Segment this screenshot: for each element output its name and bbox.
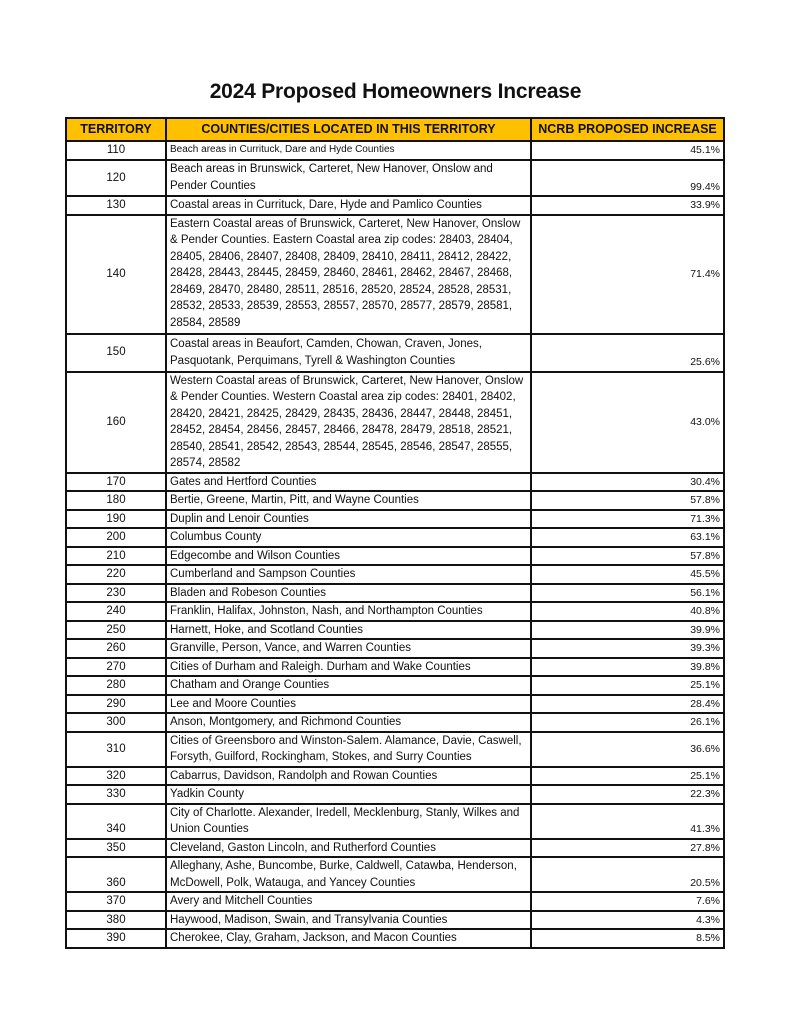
increase-cell: 25.1% [531, 676, 724, 695]
header-increase: NCRB PROPOSED INCREASE [531, 118, 724, 141]
header-territory: TERRITORY [66, 118, 166, 141]
description-cell: Duplin and Lenoir Counties [166, 510, 531, 529]
territory-cell: 330 [66, 785, 166, 804]
territory-cell: 160 [66, 372, 166, 473]
increase-cell: 63.1% [531, 528, 724, 547]
description-cell: Avery and Mitchell Counties [166, 892, 531, 911]
header-counties: COUNTIES/CITIES LOCATED IN THIS TERRITORY [166, 118, 531, 141]
territory-cell: 180 [66, 491, 166, 510]
table-row [66, 196, 724, 215]
increase-cell: 20.5% [531, 857, 724, 892]
territory-cell: 120 [66, 160, 166, 196]
territory-cell: 170 [66, 473, 166, 492]
increase-cell: 43.0% [531, 372, 724, 473]
territory-cell: 140 [66, 215, 166, 334]
increase-cell: 25.1% [531, 767, 724, 786]
territory-cell: 230 [66, 584, 166, 603]
territory-cell: 350 [66, 839, 166, 858]
table-row [66, 528, 724, 547]
increase-cell: 71.4% [531, 215, 724, 334]
increase-cell: 25.6% [531, 334, 724, 372]
territory-cell: 220 [66, 565, 166, 584]
table-row [66, 372, 724, 473]
table-row [66, 767, 724, 786]
description-cell: Cumberland and Sampson Counties [166, 565, 531, 584]
description-cell: Cherokee, Clay, Graham, Jackson, and Macon Counties [166, 929, 531, 948]
description-cell: Yadkin County [166, 785, 531, 804]
description-cell: Eastern Coastal areas of Brunswick, Carteret, New Hanover, Onslow & Pender Counties. Eastern Coastal area zip codes: 28403, 28404, 28405, 28406, 28407, 28408, 28409, 28410, 28411, 28412, 28422, 28428, 28443, 28445, 28459, 28460, 28461, 28462, 28467, 28468, 28469, 28470, 28480, 28511, 28516, 28520, 28524, 28528, 28531, 28532, 28533, 28539, 28553, 28557, 28570, 28577, 28579, 28581, 28584, 28589 [166, 215, 531, 334]
increase-cell: 7.6% [531, 892, 724, 911]
description-cell: Cities of Durham and Raleigh. Durham and Wake Counties [166, 658, 531, 677]
description-cell: Haywood, Madison, Swain, and Transylvania Counties [166, 911, 531, 930]
territory-cell: 240 [66, 602, 166, 621]
description-cell: Western Coastal areas of Brunswick, Carteret, New Hanover, Onslow & Pender Counties. Western Coastal area zip codes: 28401, 28402, 28420, 28421, 28425, 28429, 28435, 28436, 28447, 28448, 28451, 28452, 28454, 28456, 28457, 28466, 28478, 28479, 28518, 28521, 28540, 28541, 28542, 28543, 28544, 28545, 28546, 28547, 28555, 28574, 28582 [166, 372, 531, 473]
territory-cell: 210 [66, 547, 166, 566]
description-cell: Cleveland, Gaston Lincoln, and Rutherford Counties [166, 839, 531, 858]
description-cell: Coastal areas in Beaufort, Camden, Chowan, Craven, Jones, Pasquotank, Perquimans, Tyrell & Washington Counties [166, 334, 531, 372]
increase-cell: 30.4% [531, 473, 724, 492]
table-row [66, 929, 724, 948]
table-row [66, 639, 724, 658]
table-row [66, 857, 724, 892]
increase-cell: 40.8% [531, 602, 724, 621]
increase-cell: 33.9% [531, 196, 724, 215]
increase-cell: 28.4% [531, 695, 724, 714]
territory-cell: 280 [66, 676, 166, 695]
description-cell: Coastal areas in Currituck, Dare, Hyde and Pamlico Counties [166, 196, 531, 215]
description-cell: Harnett, Hoke, and Scotland Counties [166, 621, 531, 640]
territory-cell: 390 [66, 929, 166, 948]
increase-cell: 57.8% [531, 547, 724, 566]
table-row [66, 215, 724, 334]
table-row [66, 911, 724, 930]
table-row [66, 510, 724, 529]
increase-cell: 8.5% [531, 929, 724, 948]
description-cell: Bladen and Robeson Counties [166, 584, 531, 603]
page-title: 2024 Proposed Homeowners Increase [209, 80, 582, 103]
territory-cell: 300 [66, 713, 166, 732]
table-row [66, 713, 724, 732]
description-cell: Gates and Hertford Counties [166, 473, 531, 492]
increase-cell: 41.3% [531, 804, 724, 839]
increase-cell: 56.1% [531, 584, 724, 603]
increase-cell: 22.3% [531, 785, 724, 804]
description-cell: Cities of Greensboro and Winston-Salem. Alamance, Davie, Caswell, Forsyth, Guilford, Rockingham, Stokes, and Surry Counties [166, 732, 531, 767]
territory-cell: 340 [66, 804, 166, 839]
description-cell: Granville, Person, Vance, and Warren Counties [166, 639, 531, 658]
table-row [66, 565, 724, 584]
territory-cell: 260 [66, 639, 166, 658]
description-cell: Edgecombe and Wilson Counties [166, 547, 531, 566]
table-row [66, 621, 724, 640]
description-cell: Bertie, Greene, Martin, Pitt, and Wayne Counties [166, 491, 531, 510]
territory-cell: 150 [66, 334, 166, 372]
description-cell: Alleghany, Ashe, Buncombe, Burke, Caldwell, Catawba, Henderson, McDowell, Polk, Watauga, and Yancey Counties [166, 857, 531, 892]
territory-cell: 130 [66, 196, 166, 215]
territory-cell: 320 [66, 767, 166, 786]
table-header-row [66, 118, 724, 141]
territory-cell: 290 [66, 695, 166, 714]
increase-cell: 27.8% [531, 839, 724, 858]
description-cell: Cabarrus, Davidson, Randolph and Rowan Counties [166, 767, 531, 786]
territory-cell: 310 [66, 732, 166, 767]
increase-cell: 45.5% [531, 565, 724, 584]
table-row [66, 491, 724, 510]
territory-cell: 370 [66, 892, 166, 911]
territory-cell: 360 [66, 857, 166, 892]
description-cell: Chatham and Orange Counties [166, 676, 531, 695]
increase-cell: 36.6% [531, 732, 724, 767]
description-cell: Anson, Montgomery, and Richmond Counties [166, 713, 531, 732]
territory-cell: 190 [66, 510, 166, 529]
table-row [66, 334, 724, 372]
description-cell: Columbus County [166, 528, 531, 547]
table-row [66, 695, 724, 714]
increase-cell: 57.8% [531, 491, 724, 510]
table-row [66, 547, 724, 566]
table-row [66, 584, 724, 603]
increase-cell: 4.3% [531, 911, 724, 930]
territory-cell: 110 [66, 141, 166, 160]
table-row [66, 839, 724, 858]
increase-cell: 39.9% [531, 621, 724, 640]
increase-cell: 26.1% [531, 713, 724, 732]
territory-cell: 270 [66, 658, 166, 677]
rate-increase-table [65, 117, 725, 949]
table-row [66, 804, 724, 839]
increase-cell: 71.3% [531, 510, 724, 529]
increase-cell: 99.4% [531, 160, 724, 196]
description-cell: City of Charlotte. Alexander, Iredell, Mecklenburg, Stanly, Wilkes and Union Counties [166, 804, 531, 839]
table-row [66, 892, 724, 911]
table-row [66, 732, 724, 767]
table-row [66, 160, 724, 196]
description-cell: Beach areas in Currituck, Dare and Hyde Counties [166, 141, 531, 160]
table-row [66, 676, 724, 695]
table-row [66, 141, 724, 160]
increase-cell: 39.8% [531, 658, 724, 677]
table-row [66, 785, 724, 804]
territory-cell: 250 [66, 621, 166, 640]
increase-cell: 45.1% [531, 141, 724, 160]
table-row [66, 602, 724, 621]
territory-cell: 200 [66, 528, 166, 547]
territory-cell: 380 [66, 911, 166, 930]
description-cell: Franklin, Halifax, Johnston, Nash, and Northampton Counties [166, 602, 531, 621]
table-row [66, 473, 724, 492]
description-cell: Lee and Moore Counties [166, 695, 531, 714]
description-cell: Beach areas in Brunswick, Carteret, New Hanover, Onslow and Pender Counties [166, 160, 531, 196]
increase-cell: 39.3% [531, 639, 724, 658]
table-row [66, 658, 724, 677]
